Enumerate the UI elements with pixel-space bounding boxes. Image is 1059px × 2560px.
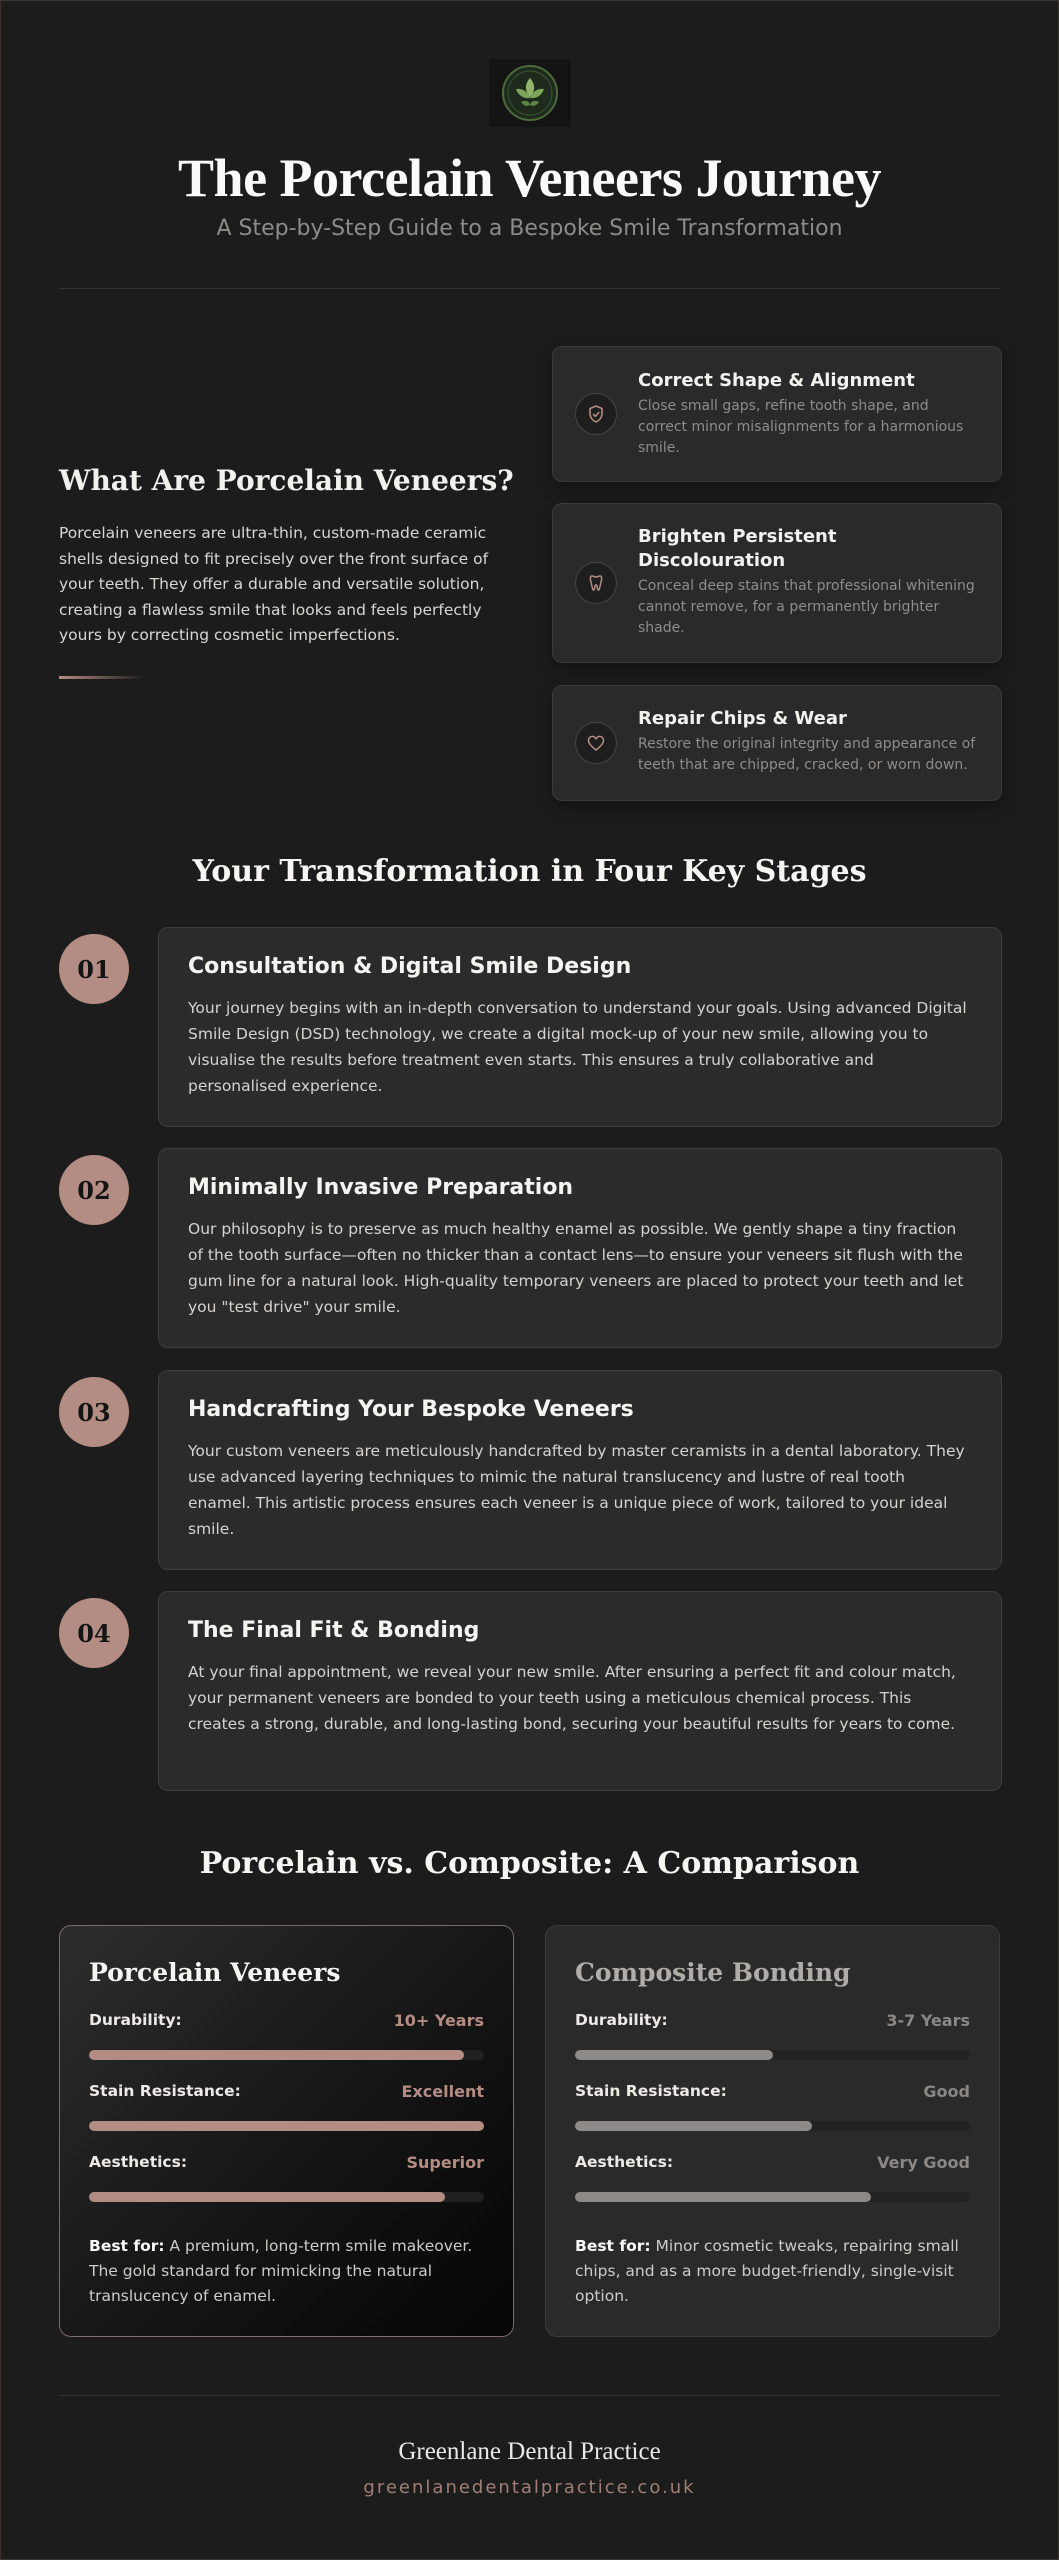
best-for-label: Best for: [89, 2237, 165, 2255]
metric-label: Aesthetics: [89, 2153, 188, 2171]
metric-bar-track [89, 2050, 484, 2060]
metric-bar-fill [575, 2050, 773, 2060]
header-divider [59, 288, 1000, 289]
stage-number: 04 [59, 1598, 129, 1668]
heart-icon [575, 722, 617, 764]
metric-bar-fill [575, 2121, 812, 2131]
metric-value: Superior [406, 2153, 484, 2172]
porcelain-title: Porcelain Veneers [89, 1958, 341, 1987]
leaf-emblem-icon [499, 62, 561, 124]
intro-heading: What Are Porcelain Veneers? [59, 464, 514, 497]
best-for-text [89, 2234, 484, 2309]
stage-title: The Final Fit & Bonding [188, 1618, 480, 1643]
shield-check-icon [575, 393, 617, 435]
best-for-desc: Minor cosmetic tweaks, repairing small chips, and as a more budget-friendly, single-visit option. [575, 2237, 959, 2305]
stage-card [158, 1370, 1002, 1570]
stage-number: 01 [59, 934, 129, 1004]
footer-divider [59, 2395, 1000, 2396]
stage-title: Minimally Invasive Preparation [188, 1175, 574, 1200]
metric-value: Excellent [401, 2082, 484, 2101]
metric-bar-track [89, 2121, 484, 2131]
stage-desc: Your journey begins with an in-depth conversation to understand your goals. Using advanced Digital Smile Design (DSD) technology, we create a digital mock-up of your new smile, allowing you to visualise the results before treatment even starts. This ensures a truly collaborative and personalised experience. [188, 999, 967, 1095]
stage-card [158, 927, 1002, 1127]
benefit-desc: Conceal deep stains that professional whitening cannot remove, for a permanently brighter shade. [638, 578, 975, 636]
composite-card [545, 1925, 1000, 2337]
stage-card [158, 1148, 1002, 1348]
footer-website-link[interactable]: greenlanedentalpractice.co.uk [363, 2477, 696, 2498]
page-subtitle: A Step-by-Step Guide to a Bespoke Smile Transformation [216, 216, 843, 241]
metric-value: Good [923, 2082, 970, 2101]
stage-number: 03 [59, 1377, 129, 1447]
page-title: The Porcelain Veneers Journey [178, 148, 881, 208]
best-for-label: Best for: [575, 2237, 651, 2255]
stage-title: Handcrafting Your Bespoke Veneers [188, 1397, 634, 1422]
benefit-title: Correct Shape & Alignment [638, 370, 915, 391]
composite-title: Composite Bonding [575, 1958, 851, 1987]
metric-label: Durability: [89, 2011, 182, 2029]
metric-bar-track [575, 2192, 970, 2202]
practice-logo [489, 59, 571, 127]
tooth-icon [575, 562, 617, 604]
metric-bar-fill [89, 2121, 484, 2131]
metric-bar-track [89, 2192, 484, 2202]
benefit-title: Brighten Persistent Discolouration [638, 526, 837, 571]
benefit-card-repair [552, 685, 1002, 801]
metric-label: Aesthetics: [575, 2153, 674, 2171]
benefit-desc: Close small gaps, refine tooth shape, and correct minor misalignments for a harmonious smile. [638, 398, 964, 456]
stage-desc: Our philosophy is to preserve as much healthy enamel as possible. We gently shape a tiny fraction of the tooth surface—often no thicker than a contact lens—to ensure your veneers sit flush with the gum line for a natural look. High-quality temporary veneers are placed to protect your teeth and let you "test drive" your smile. [188, 1220, 964, 1316]
stage-title: Consultation & Digital Smile Design [188, 954, 632, 979]
metric-value: 10+ Years [393, 2011, 484, 2030]
stage-card [158, 1591, 1002, 1791]
stage-number: 02 [59, 1155, 129, 1225]
intro-accent-line [59, 676, 144, 679]
metric-bar-track [575, 2121, 970, 2131]
metric-label: Durability: [575, 2011, 668, 2029]
metric-label: Stain Resistance: [89, 2082, 241, 2100]
metric-bar-fill [89, 2050, 464, 2060]
best-for-desc: A premium, long-term smile makeover. The gold standard for mimicking the natural translucency of enamel. [89, 2237, 473, 2305]
best-for-text [575, 2234, 970, 2309]
metric-label: Stain Resistance: [575, 2082, 727, 2100]
intro-text: Porcelain veneers are ultra-thin, custom-made ceramic shells designed to fit precisely over the front surface of your teeth. They offer a durable and versatile solution, creating a flawless smile that looks and feels perfectly yours by correcting cosmetic imperfections. [59, 524, 489, 644]
metric-value: Very Good [877, 2153, 970, 2172]
metric-bar-fill [575, 2192, 871, 2202]
metric-bar-fill [89, 2192, 445, 2202]
metric-bar-track [575, 2050, 970, 2060]
metric-value: 3-7 Years [886, 2011, 970, 2030]
stage-desc: At your final appointment, we reveal your new smile. After ensuring a perfect fit and colour match, your permanent veneers are bonded to your teeth using a meticulous chemical process. This creates a strong, durable, and long-lasting bond, securing your beautiful results for years to come. [188, 1663, 956, 1733]
stage-desc: Your custom veneers are meticulously handcrafted by master ceramists in a dental laboratory. They use advanced layering techniques to mimic the natural translucency and lustre of real tooth enamel. This artistic process ensures each veneer is a unique piece of work, tailored to your ideal smile. [188, 1442, 965, 1538]
porcelain-card [59, 1925, 514, 2337]
stages-heading: Your Transformation in Four Key Stages [192, 854, 867, 889]
benefit-card-discolouration [552, 503, 1002, 663]
benefit-desc: Restore the original integrity and appearance of teeth that are chipped, cracked, or worn down. [638, 736, 976, 773]
footer-practice-name: Greenlane Dental Practice [398, 2438, 661, 2465]
benefit-title: Repair Chips & Wear [638, 708, 847, 729]
comparison-heading: Porcelain vs. Composite: A Comparison [199, 1846, 860, 1881]
benefit-card-shape [552, 346, 1002, 482]
